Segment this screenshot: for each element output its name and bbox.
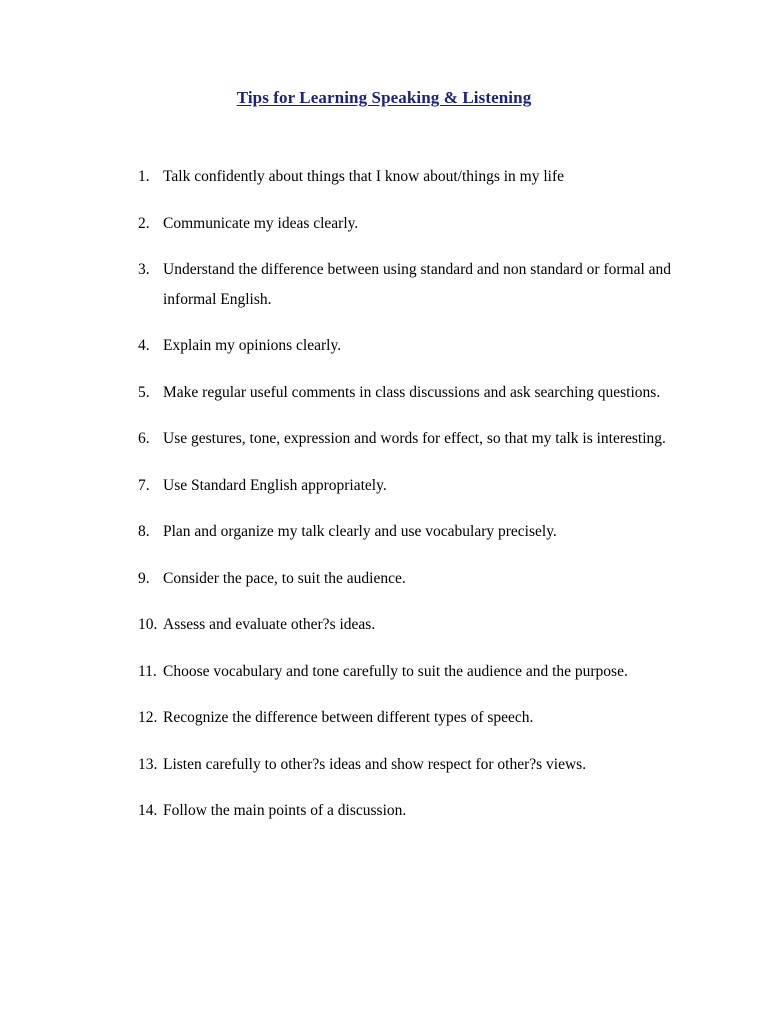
list-item — [138, 162, 698, 192]
item-text: Choose vocabulary and tone carefully to suit the audience and the purpose. — [163, 662, 628, 680]
item-text: Explain my opinions clearly. — [163, 337, 342, 354]
item-number: 12. — [138, 709, 158, 726]
list-item — [138, 610, 698, 640]
item-text: Listen carefully to other?s ideas and show respect for other?s views. — [163, 755, 587, 773]
item-number: 11. — [138, 662, 157, 680]
list-item — [138, 703, 698, 733]
list-item — [138, 424, 698, 454]
item-text: Use Standard English appropriately. — [163, 476, 387, 494]
item-text: Talk confidently about things that I know about/things in my life — [163, 168, 564, 185]
item-text: Make regular useful comments in class discussions and ask searching questions. — [163, 383, 661, 401]
item-text: Follow the main points of a discussion. — [163, 802, 407, 819]
item-number: 13. — [138, 755, 158, 773]
list-item — [138, 209, 698, 239]
item-text: Use gestures, tone, expression and words for effect, so that my talk is interesting. — [163, 430, 666, 447]
list-item — [138, 564, 698, 594]
item-text: Recognize the difference between different types of speech. — [163, 709, 534, 726]
item-number: 2. — [138, 214, 150, 232]
tips-list — [138, 162, 698, 826]
item-text: Assess and evaluate other?s ideas. — [163, 616, 376, 633]
item-number: 10. — [138, 616, 158, 633]
document-title: Tips for Learning Speaking & Listening — [236, 88, 532, 107]
item-text: Plan and organize my talk clearly and use vocabulary precisely. — [163, 523, 557, 540]
list-item — [138, 378, 698, 408]
list-item — [138, 750, 698, 780]
list-item — [138, 796, 698, 826]
list-item — [138, 255, 698, 314]
list-item — [138, 517, 698, 547]
item-number: 6. — [138, 430, 150, 447]
item-number: 4. — [138, 337, 150, 354]
list-item — [138, 471, 698, 501]
item-number: 8. — [138, 523, 150, 540]
list-item — [138, 331, 698, 361]
item-number: 3. — [138, 261, 150, 278]
item-number: 9. — [138, 569, 150, 587]
item-text: Consider the pace, to suit the audience. — [163, 569, 406, 587]
item-number: 1. — [138, 168, 150, 185]
item-text: Communicate my ideas clearly. — [163, 214, 359, 232]
list-item — [138, 657, 698, 687]
item-text: Understand the difference between using standard and non standard or formal and informal English. — [163, 261, 672, 308]
item-number: 7. — [138, 476, 150, 494]
item-number: 14. — [138, 802, 158, 819]
item-number: 5. — [138, 383, 150, 401]
